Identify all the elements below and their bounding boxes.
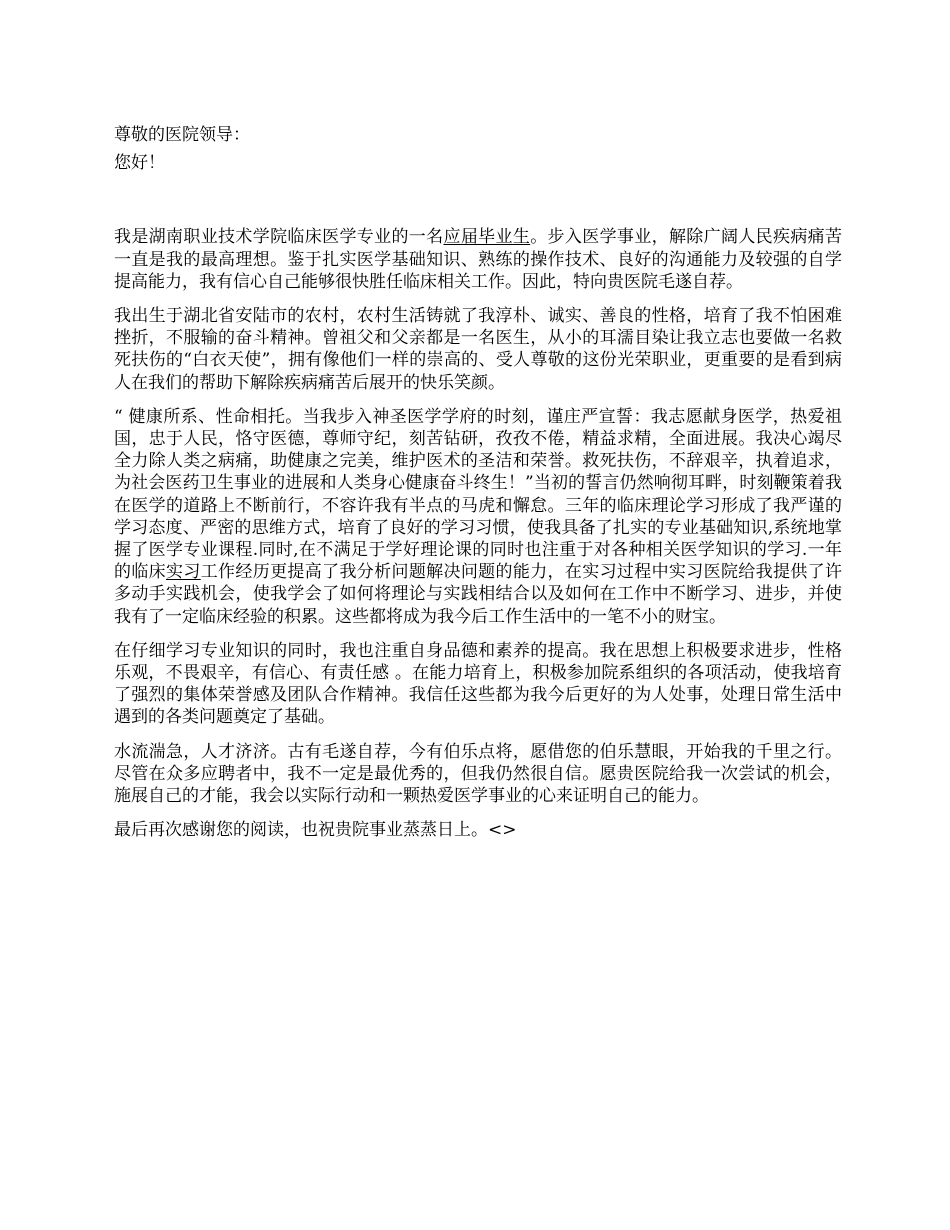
paragraph-character: 在仔细学习专业知识的同时，我也注重自身品德和素养的提高。我在思想上积极要求进步，性格乐观，不畏艰辛，有信心、有责任感 。在能力培育上，积极参加院系组织的各项活动，使我培育了强烈的集体荣誉感及团队合作精神。我信任这些都为我今后更好的为人处事，处理日常生活中遇到的各类问题奠定了基础。	[114, 640, 842, 728]
graduate-link[interactable]: 应届毕业生	[443, 227, 531, 248]
paragraph-closing: 最后再次感谢您的阅读，也祝贵院事业蒸蒸日上。<>	[114, 820, 517, 841]
internship-link[interactable]: 实习	[166, 562, 201, 583]
paragraph-oath-and-study	[114, 406, 842, 628]
paragraph-introduction	[114, 226, 842, 293]
paragraph-introduction-text-start: 我是湖南职业技术学院临床医学专业的一名	[114, 227, 444, 248]
paragraph-introduction-text-end: 。步入医学事业，解除广阔人民疾病痛苦一直是我的最高理想。鉴于扎实医学基础知识、熟练的操作技术、良好的沟通能力及较强的自学提高能力，我有信心自己能够很快胜任临床相关工作。因此，特向贵医院毛遂自荐。	[114, 227, 843, 292]
cover-letter-document	[114, 124, 842, 853]
paragraph-self-recommendation: 水流湍急，人才济济。古有毛遂自荐，今有伯乐点将，愿借您的伯乐慧眼，开始我的千里之行。尽管在众多应聘者中，我不一定是最优秀的，但我仍然很自信。愿贵医院给我一次尝试的机会，施展自己的才能，我会以实际行动和一颗热爱医学事业的心来证明自己的能力。	[114, 741, 842, 807]
paragraph-oath-text-end: 工作经历更提高了我分析问题解决问题的能力，在实习过程中实习医院给我提供了许多动手实践机会，使我学会了如何将理论与实践相结合以及如何在工作中不断学习、进步，并使我有了一定临床经验的积累。这些都将成为我今后工作生活中的一笔不小的财宝。	[114, 562, 843, 627]
paragraph-background: 我出生于湖北省安陆市的农村，农村生活铸就了我淳朴、诚实、善良的性格，培育了我不怕困难挫折，不服输的奋斗精神。曾祖父和父亲都是一名医生，从小的耳濡目染让我立志也要做一名救死扶伤的“白衣天使”，拥有像他们一样的崇高的、受人尊敬的这份光荣职业，更重要的是看到病人在我们的帮助下解除疾病痛苦后展开的快乐笑颜。	[114, 306, 842, 393]
paragraph-oath-text-start: “ 健康所系、性命相托。当我步入神圣医学学府的时刻，谨庄严宣誓：我志愿献身医学，热爱祖国，忠于人民，恪守医德，尊师守纪，刻苦钻研，孜孜不倦，精益求精，全面进展。我决心竭尽全力除人类之病痛，助健康之完美，维护医术的圣洁和荣誉。救死扶伤，不辞艰辛，执着追求，为社会医药卫生事业的进展和人类身心健康奋斗终生！”当初的誓言仍然响彻耳畔，时刻鞭策着我在医学的道路上不断前行，不容许我有半点的马虎和懈怠。三年的临床理论学习形成了我严谨的学习态度、严密的思维方式，培育了良好的学习习惯，使我具备了扎实的专业基础知识,系统地掌握了医学专业课程.同时,在不满足于学好理论课的同时也注重于对各种相关医学知识的学习.一年的临床	[114, 406, 842, 583]
greeting: 您好！	[114, 153, 165, 174]
salutation: 尊敬的医院领导：	[114, 125, 250, 145]
